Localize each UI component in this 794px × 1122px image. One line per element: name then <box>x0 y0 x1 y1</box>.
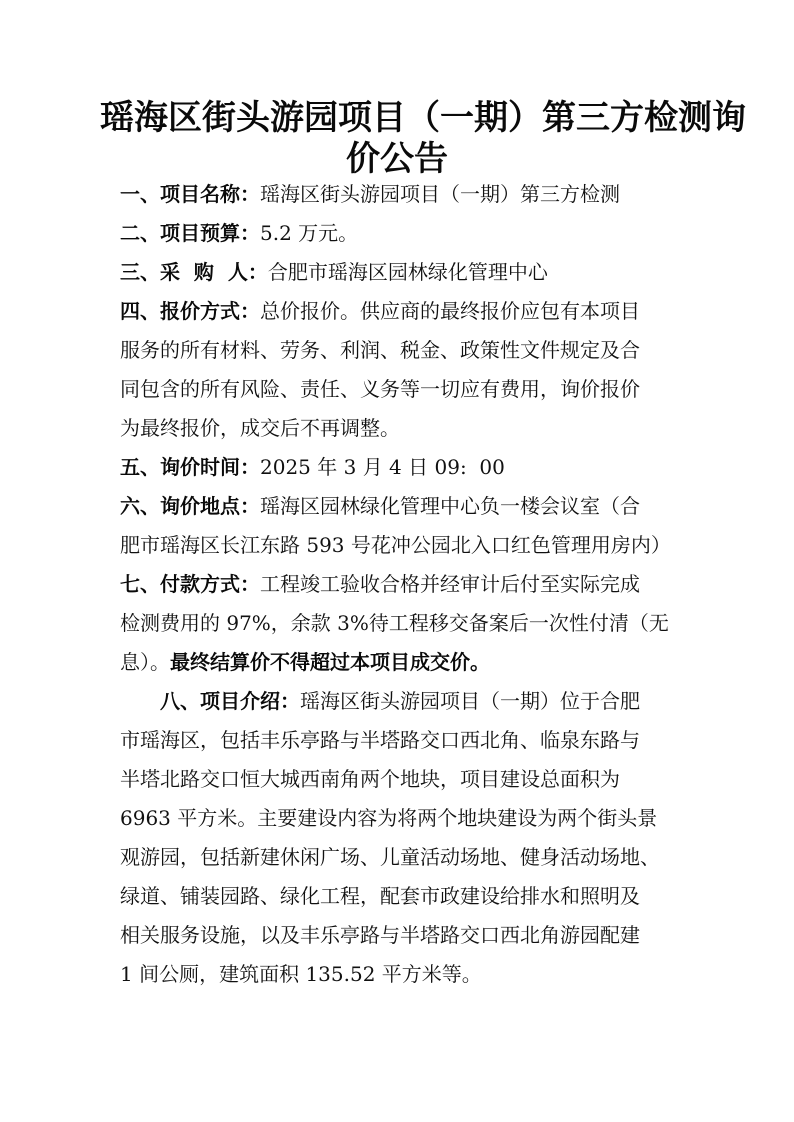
paragraph-line: 1 间公厕，建筑面积 135.52 平方米等。 <box>120 962 482 986</box>
paragraph-line: 相关服务设施，以及丰乐亭路与半塔路交口西北角游园配建 <box>120 923 640 947</box>
paragraph-line: 服务的所有材料、劳务、利润、税金、政策性文件规定及合 <box>120 338 640 362</box>
paragraph-line: 市瑶海区，包括丰乐亭路与半塔路交口西北角、临泉东路与 <box>120 728 640 752</box>
item-value: 5.2 万元。 <box>260 221 359 245</box>
title-line-2: 价公告 <box>346 139 448 179</box>
item-intro <box>160 687 680 715</box>
item-value: 瑶海区街头游园项目（一期）位于合肥 <box>300 689 640 713</box>
item-value: 总价报价。供应商的最终报价应包有本项目 <box>260 299 640 323</box>
item-value: 合肥市瑶海区园林绿化管理中心 <box>267 260 548 284</box>
paragraph-line: 同包含的所有风险、责任、义务等一切应有费用，询价报价 <box>120 377 640 401</box>
item-label: 一、项目名称： <box>120 182 260 206</box>
paragraph-line: 肥市瑶海区长江东路 593 号花冲公园北入口红色管理用房内） <box>120 533 671 557</box>
item-project-name <box>120 180 680 208</box>
item-quote-method <box>120 297 680 325</box>
item-value: 2025 年 3 月 4 日 09: 00 <box>260 455 505 479</box>
payment-note-bold: 最终结算价不得超过本项目成交价。 <box>170 650 490 674</box>
item-label: 四、报价方式： <box>120 299 260 323</box>
paragraph-line <box>120 648 680 676</box>
item-value: 工程竣工验收合格并经审计后付至实际完成 <box>260 572 640 596</box>
paragraph-line: 为最终报价，成交后不再调整。 <box>120 416 400 440</box>
item-label: 七、付款方式： <box>120 572 260 596</box>
paragraph-line: 观游园，包括新建休闲广场、儿童活动场地、健身活动场地、 <box>120 845 660 869</box>
item-label: 三、采 购 人： <box>120 260 268 284</box>
paragraph-line: 6963 平方米。主要建设内容为将两个地块建设为两个街头景 <box>120 806 658 830</box>
item-budget <box>120 219 680 247</box>
item-location <box>120 492 680 520</box>
item-label: 五、询价时间： <box>120 455 260 479</box>
item-time <box>120 453 680 481</box>
paragraph-line: 绿道、铺装园路、绿化工程，配套市政建设给排水和照明及 <box>120 884 640 908</box>
item-buyer <box>120 258 680 286</box>
item-label: 二、项目预算： <box>120 221 260 245</box>
item-label: 六、询价地点： <box>120 494 260 518</box>
paragraph-line: 检测费用的 97%，余款 3%待工程移交备案后一次性付清（无 <box>120 611 669 635</box>
item-label: 八、项目介绍： <box>160 689 300 713</box>
title-line-1: 瑶海区街头游园项目（一期）第三方检测询 <box>100 98 746 138</box>
item-payment <box>120 570 680 598</box>
paragraph-line: 半塔北路交口恒大城西南角两个地块，项目建设总面积为 <box>120 767 620 791</box>
payment-tail: 息）。 <box>120 650 170 674</box>
item-value: 瑶海区街头游园项目（一期）第三方检测 <box>260 182 620 206</box>
item-value: 瑶海区园林绿化管理中心负一楼会议室（合 <box>260 494 640 518</box>
